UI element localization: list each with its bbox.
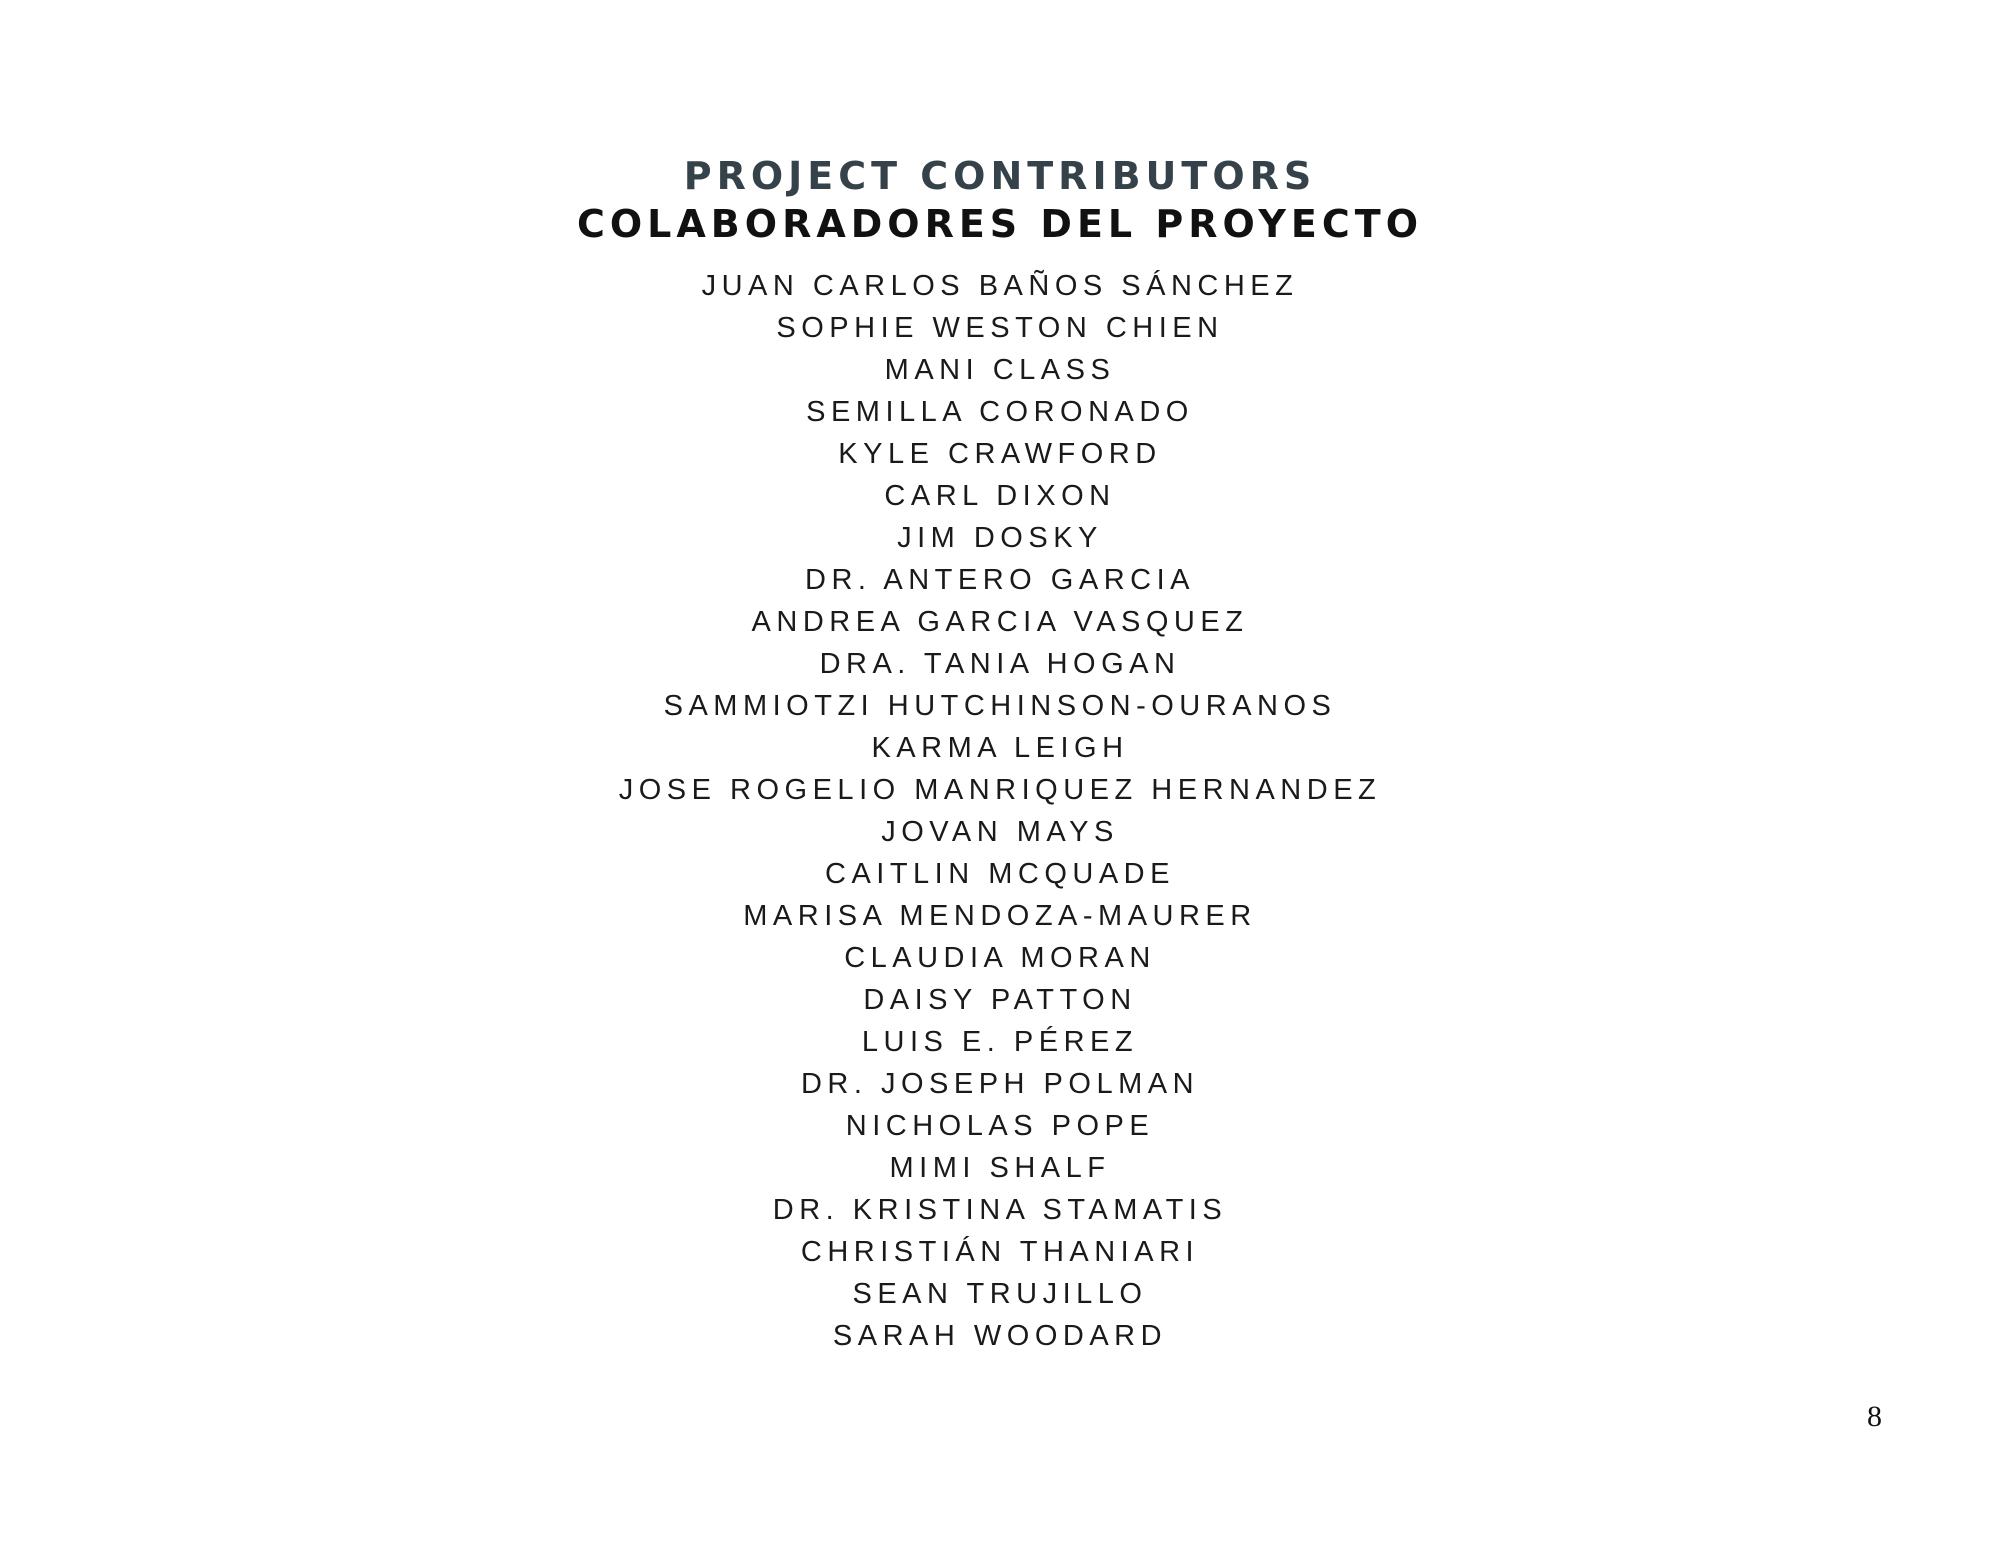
contributor-name: CLAUDIA MORAN bbox=[844, 942, 1156, 974]
contributor-name: SEAN TRUJILLO bbox=[852, 1278, 1148, 1310]
contributor-name: JOSE ROGELIO MANRIQUEZ HERNANDEZ bbox=[618, 774, 1382, 806]
contributor-name: ANDREA GARCIA VASQUEZ bbox=[751, 606, 1249, 638]
contributor-name: MIMI SHALF bbox=[889, 1152, 1111, 1184]
contributor-name: KYLE CRAWFORD bbox=[838, 438, 1162, 470]
contributor-name: DR. KRISTINA STAMATIS bbox=[772, 1194, 1228, 1226]
contributor-name: SEMILLA CORONADO bbox=[806, 396, 1194, 428]
contributor-name: CAITLIN MCQUADE bbox=[825, 858, 1175, 890]
contributor-name: JIM DOSKY bbox=[897, 522, 1103, 554]
contributor-name: DR. ANTERO GARCIA bbox=[805, 564, 1195, 596]
contributor-name: DRA. TANIA HOGAN bbox=[819, 648, 1181, 680]
contributor-name: DAISY PATTON bbox=[863, 984, 1137, 1016]
contributor-name: SARAH WOODARD bbox=[832, 1320, 1168, 1352]
contributor-name: KARMA LEIGH bbox=[871, 732, 1129, 764]
page-number: 8 bbox=[1867, 1400, 1882, 1433]
contributor-name: NICHOLAS POPE bbox=[845, 1110, 1155, 1142]
heading-english: PROJECT CONTRIBUTORS bbox=[683, 154, 1317, 198]
contributor-name: JOVAN MAYS bbox=[881, 816, 1119, 848]
contributor-name: MANI CLASS bbox=[884, 354, 1116, 386]
contributor-name: JUAN CARLOS BAÑOS SÁNCHEZ bbox=[701, 270, 1299, 302]
contributor-name: CARL DIXON bbox=[884, 480, 1116, 512]
contributor-name: SAMMIOTZI HUTCHINSON-OURANOS bbox=[663, 690, 1337, 722]
contributor-name: DR. JOSEPH POLMAN bbox=[800, 1068, 1200, 1100]
contributor-name: MARISA MENDOZA-MAURER bbox=[743, 900, 1257, 932]
contributor-name: CHRISTIÁN THANIARI bbox=[800, 1236, 1200, 1268]
heading-spanish: COLABORADORES DEL PROYECTO bbox=[576, 202, 1423, 246]
contributor-name: LUIS E. PÉREZ bbox=[861, 1026, 1139, 1058]
contributor-name: SOPHIE WESTON CHIEN bbox=[776, 312, 1224, 344]
contributor-list bbox=[0, 265, 2000, 1357]
